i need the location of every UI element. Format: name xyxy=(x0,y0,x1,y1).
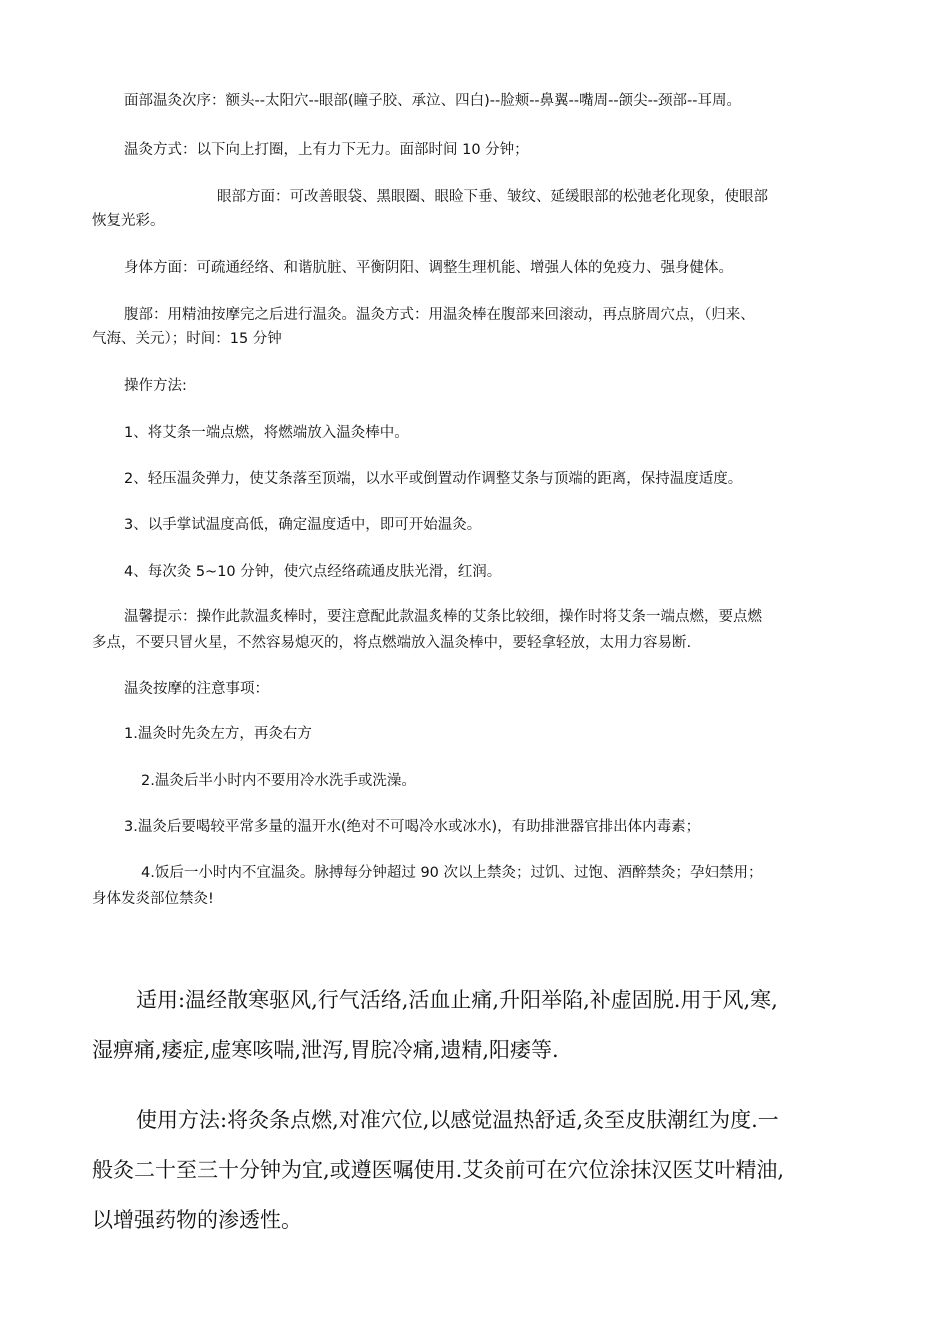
operation-title: 操作方法: xyxy=(124,378,187,394)
note-item-4-line2: 身体发炎部位禁灸! xyxy=(92,891,214,907)
abdomen-text-line1: 腹部：用精油按摩完之后进行温灸。温灸方式：用温灸棒在腹部来回滚动，再点脐周穴点，（归来、 xyxy=(124,307,755,323)
abdomen-text-line2: 气海、关元）；时间：15 分钟 xyxy=(92,331,282,347)
howto-text-line3: 以增强药物的渗透性。 xyxy=(92,1208,302,1232)
note-item-2: 2.温灸后半小时内不要用冷水洗手或洗澡。 xyxy=(141,773,416,789)
usage-text-line2: 湿痹痛,痿症,虚寒咳喘,泄泻,胃脘冷痛,遗精,阳痿等. xyxy=(92,1038,559,1062)
operation-step-1: 1、将艾条一端点燃，将燃端放入温灸棒中。 xyxy=(124,425,409,441)
operation-step-3: 3、以手掌试温度高低，确定温度适中，即可开始温灸。 xyxy=(124,517,482,533)
notes-title: 温灸按摩的注意事项： xyxy=(124,681,269,697)
body-text: 身体方面：可疏通经络、和谐肮脏、平衡阴阳、调整生理机能、增强人体的免疫力、强身健体。 xyxy=(124,260,733,276)
eyes-text-line1: 眼部方面：可改善眼袋、黑眼圈、眼睑下垂、皱纹、延缓眼部的松弛老化现象，使眼部 xyxy=(217,189,768,205)
note-item-1: 1.温灸时先灸左方，再灸右方 xyxy=(124,726,312,742)
tip-text-line1: 温馨提示：操作此款温炙棒时，要注意配此款温炙棒的艾条比较细，操作时将艾条一端点燃，要点燃 xyxy=(124,609,762,625)
eyes-text-line2: 恢复光彩。 xyxy=(92,213,165,229)
usage-text-line1: 适用:温经散寒驱风,行气活络,活血止痛,升阳举陷,补虚固脱.用于风,寒, xyxy=(136,988,778,1012)
howto-text-line2: 般灸二十至三十分钟为宜,或遵医嘱使用.艾灸前可在穴位涂抹汉医艾叶精油, xyxy=(92,1158,785,1182)
note-item-3: 3.温灸后要喝较平常多量的温开水(绝对不可喝冷水或冰水)，有助排泄器官排出体内毒素； xyxy=(124,819,701,835)
operation-step-2: 2、轻压温灸弹力，使艾条落至顶端，以水平或倒置动作调整艾条与顶端的距离，保持温度适度。 xyxy=(124,471,743,487)
method-text: 温灸方式：以下向上打圈，上有力下无力。面部时间 10 分钟； xyxy=(124,142,529,158)
note-item-4-line1: 4.饭后一小时内不宜温灸。脉搏每分钟超过 90 次以上禁灸；过饥、过饱、酒醉禁灸；孕妇禁用； xyxy=(141,865,763,881)
operation-step-4: 4、每次灸 5~10 分钟，使穴点经络疏通皮肤光滑，红润。 xyxy=(124,564,502,580)
tip-text-line2: 多点，不要只冒火星，不然容易熄灭的，将点燃端放入温灸棒中，要轻拿轻放，太用力容易断. xyxy=(92,635,692,651)
face-order-text: 面部温灸次序：额头--太阳穴--眼部(瞳子胶、承泣、四白)--脸颊--鼻翼--嘴周--颌尖--颈部--耳周。 xyxy=(124,93,742,109)
howto-text-line1: 使用方法:将灸条点燃,对准穴位,以感觉温热舒适,灸至皮肤潮红为度.一 xyxy=(136,1108,779,1132)
